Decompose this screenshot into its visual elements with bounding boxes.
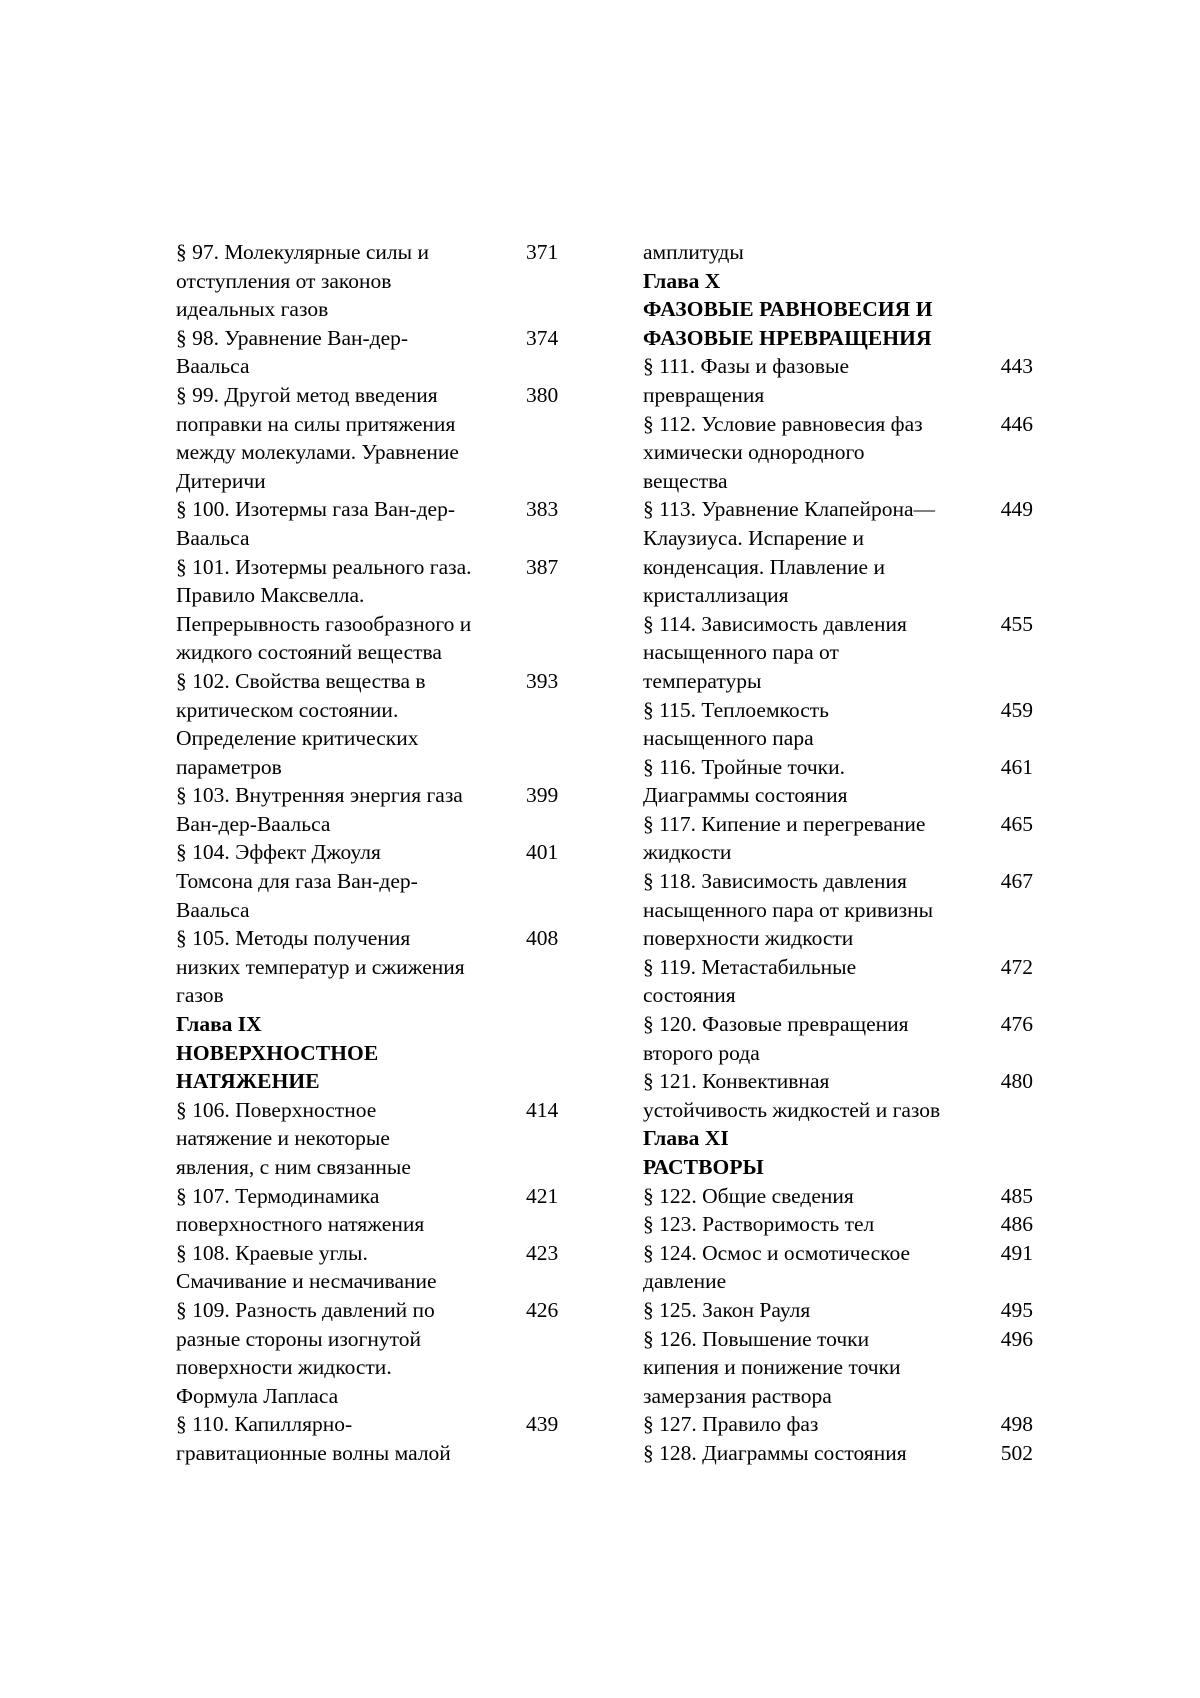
toc-entry [176,1410,566,1467]
toc-entry-page-number: 502 [1000,1440,1033,1465]
toc-entry-page-number: 374 [526,325,559,350]
toc-entry-page-number: 459 [1000,697,1033,722]
toc-entry [176,553,566,667]
toc-entry-title: § 102. Свойства вещества в критическом состоянии. Определение критических параметров [176,668,426,779]
toc-entry [643,410,1033,496]
toc-entry-page-number: 408 [526,926,559,951]
toc-entry-page-number: 414 [526,1097,559,1122]
toc-entry [176,1096,566,1182]
toc-entry [176,238,566,324]
toc-entry-title: § 123. Растворимость тел [643,1212,875,1237]
toc-entry-page-number: 401 [526,840,559,865]
toc-entry-title: § 100. Изотермы газа Ван-дер- Ваальса [176,497,455,550]
toc-entry-page-number: 421 [526,1183,559,1208]
toc-entry-page-number: 486 [1000,1212,1033,1237]
toc-entry [643,1067,1033,1124]
toc-entry-title: § 128. Диаграммы состояния [643,1440,907,1465]
toc-entry [176,495,566,552]
toc-entry [176,1296,566,1410]
toc-entry [176,324,566,381]
toc-entry-page-number: 491 [1000,1240,1033,1265]
toc-entry-page-number: 439 [526,1412,559,1437]
toc-entry-page-number: 399 [526,783,559,808]
chapter-title: РАСТВОРЫ [643,1155,764,1179]
toc-entry [176,781,566,838]
toc-entry-title: § 103. Внутренняя энергия газа Ван-дер-Ваальса [176,783,463,836]
toc-entry-title: § 108. Краевые углы. Смачивание и несмачивание [176,1240,437,1294]
toc-entry-title: § 118. Зависимость давления насыщенного пара от кривизны поверхности жидкости [643,869,934,951]
toc-entry [176,838,566,924]
toc-entry-page-number: 476 [1000,1012,1033,1037]
toc-entry-page-number: 455 [1000,611,1033,636]
toc-entry-title: § 119. Метастабильные состояния [643,954,857,1008]
toc-entry [643,610,1033,696]
toc-entry-title: § 116. Тройные точки. Диаграммы состояния [643,754,848,808]
toc-entry-title: § 127. Правило фаз [643,1412,819,1437]
toc-entry-title: § 121. Конвективная устойчивость жидкостей и газов [643,1069,941,1122]
toc-entry-title: § 110. Капиллярно- гравитационные волны малой [176,1412,451,1465]
toc-right-column [643,238,1033,1468]
toc-entry-title: § 98. Уравнение Ван-дер- Ваальса [176,325,409,379]
toc-entry-title: § 111. Фазы и фазовые превращения [643,354,849,407]
toc-entry-page-number: 443 [1000,354,1033,379]
toc-entry [643,1410,1033,1439]
toc-entry-page-number: 467 [1000,869,1033,894]
toc-entry-title: § 115. Теплоемкость насыщенного пара [643,697,829,751]
toc-entry [643,1010,1033,1067]
toc-entry [643,810,1033,867]
toc-entry-title: § 117. Кипение и перегревание жидкости [643,811,926,865]
toc-entry [176,924,566,1010]
toc-entry-page-number: 393 [526,668,559,693]
toc-entry [643,1325,1033,1411]
toc-entry-title: § 109. Разность давлений по разные стороны изогнутой поверхности жидкости. Формула Лапласа [176,1297,435,1408]
toc-entry-page-number: 472 [1000,954,1033,979]
toc-entry [643,1182,1033,1211]
toc-entry-page-number: 371 [526,240,559,264]
toc-entry-page-number: 465 [1000,811,1033,836]
toc-entry [643,953,1033,1010]
chapter-heading: Глава X [643,268,721,293]
toc-entry-title: § 97. Молекулярные силы и отступления от законов идеальных газов [176,240,429,322]
toc-entry-page-number: 480 [1000,1069,1033,1094]
toc-entry-title: § 112. Условие равновесия фаз химически однородного вещества [643,411,923,493]
toc-entry-title: § 122. Общие сведения [643,1183,854,1208]
toc-entry-title: § 113. Уравнение Клапейрона— Клаузиуса. Испарение и конденсация. Плавление и кристаллизация [643,497,936,608]
toc-entry-title: § 125. Закон Рауля [643,1297,811,1322]
toc-entry-title: § 120. Фазовые превращения второго рода [643,1012,909,1065]
toc-entry-title: § 126. Повышение точки кипения и понижение точки замерзания раствора [643,1326,901,1408]
toc-entry [643,753,1033,810]
toc-entry-title: § 114. Зависимость давления насыщенного пара от температуры [643,611,907,693]
toc-entry-page-number: 498 [1000,1412,1033,1437]
chapter-title: НОВЕРХНОСТНОЕ НАТЯЖЕНИЕ [176,1040,379,1094]
toc-entry-title: § 107. Термодинамика поверхностного натяжения [176,1183,425,1237]
toc-entry [176,1182,566,1239]
toc-entry-title: § 105. Методы получения низких температур и сжижения газов [176,926,465,1008]
toc-entry-page-number: 485 [1000,1183,1033,1208]
toc-entry-title: § 99. Другой метод введения поправки на силы притяжения между молекулами. Уравнение Дитеричи [176,382,459,493]
toc-entry-page-number: 423 [526,1240,559,1265]
toc-entry-title: § 106. Поверхностное натяжение и некоторые явления, с ним связанные [176,1097,411,1179]
toc-entry-page-number: 383 [526,497,559,522]
toc-entry-page-number: 446 [1000,411,1033,436]
toc-entry [643,867,1033,953]
toc-continuation-line: амплитуды [643,240,744,264]
toc-entry [643,1239,1033,1296]
toc-entry-title: § 124. Осмос и осмотическое давление [643,1240,911,1294]
toc-entry-title: § 101. Изотермы реального газа. Правило Максвелла. Пепрерывность газообразного и жидкого состояний вещества [176,554,472,665]
toc-entry-page-number: 426 [526,1297,559,1322]
toc-entry [176,381,566,495]
toc-entry-page-number: 449 [1000,497,1033,522]
toc-entry-page-number: 380 [526,382,559,407]
toc-left-column [176,238,566,1468]
chapter-title: ФАЗОВЫЕ РАВНОВЕСИЯ И ФАЗОВЫЕ НРЕВРАЩЕНИЯ [643,297,933,350]
chapter-heading: Глава XI [643,1126,729,1151]
toc-entry-page-number: 496 [1000,1326,1033,1351]
toc-entry [176,1239,566,1296]
toc-entry [643,696,1033,753]
chapter-heading: Глава IX [176,1012,262,1037]
toc-entry-page-number: 495 [1000,1297,1033,1322]
toc-entry-title: § 104. Эффект Джоуля Томсона для газа Ван-дер- Ваальса [176,840,418,922]
toc-entry [643,1439,1033,1468]
toc-entry-page-number: 461 [1000,754,1033,779]
toc-entry [643,352,1033,409]
toc-entry [643,1296,1033,1325]
toc-entry-page-number: 387 [526,554,559,579]
toc-entry [643,1210,1033,1239]
toc-entry [176,667,566,781]
toc-entry [643,495,1033,609]
